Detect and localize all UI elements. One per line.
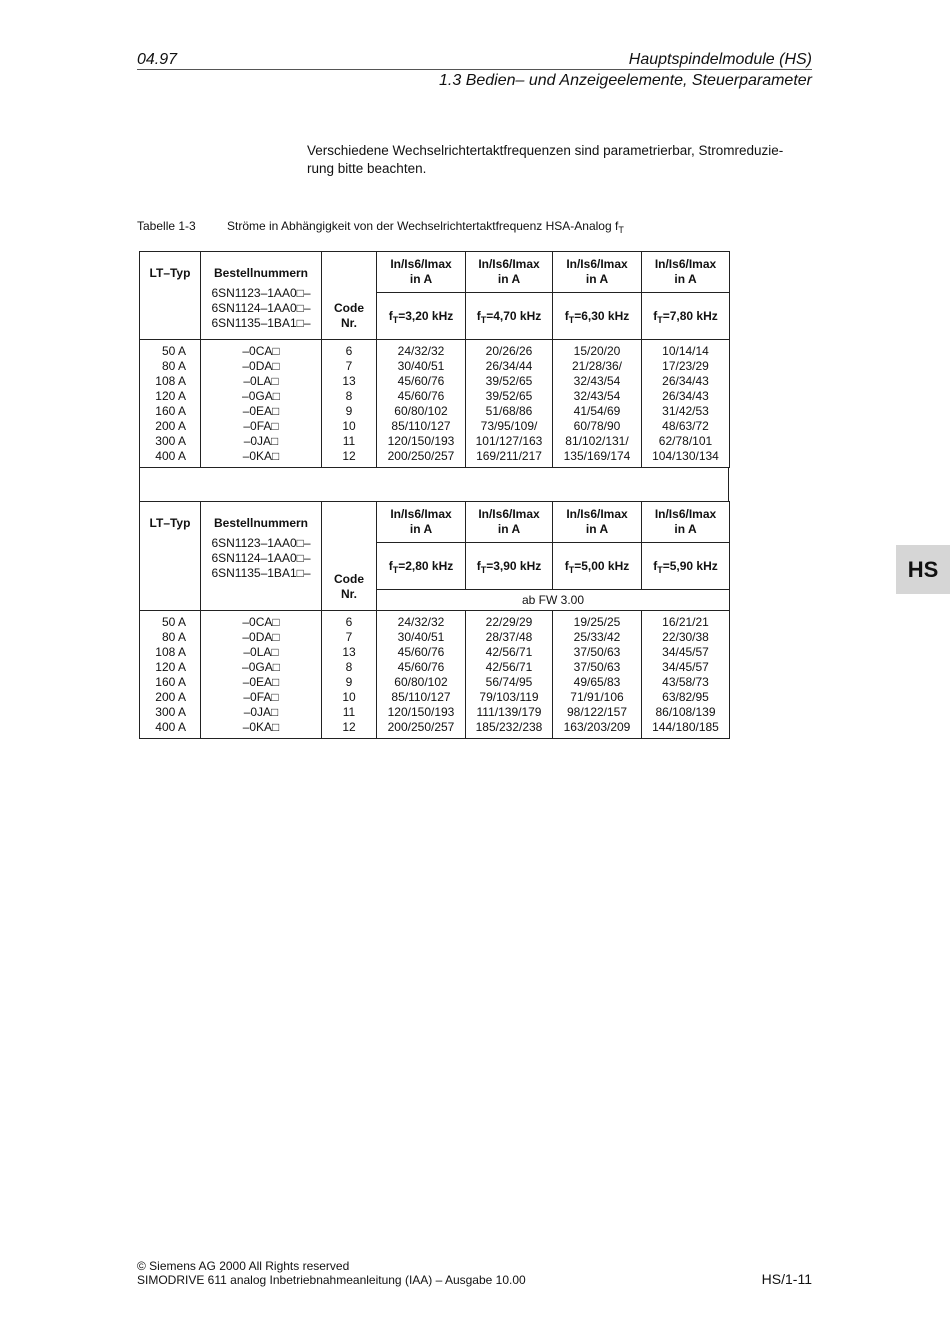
cell-value: 50 A	[161, 615, 186, 629]
cell-value: 48/63/72	[662, 419, 709, 433]
header-date: 04.97	[137, 51, 178, 68]
header-section-title: 1.3 Bedien– und Anzeigeelemente, Steuerparameter	[439, 72, 812, 89]
cell-value: 25/33/42	[573, 630, 621, 644]
cell-value: 10	[342, 690, 356, 704]
cell-value: 85/110/127	[391, 690, 451, 704]
frequency-header: $f_T=3,20$ kHz	[377, 293, 466, 340]
current-value-column	[642, 611, 730, 739]
cell-value: 24/32/32	[397, 615, 445, 629]
cell-value: –0FA□	[243, 690, 279, 704]
cell-value: 6	[345, 615, 353, 629]
cell-value: 22/29/29	[485, 615, 533, 629]
cell-value: –0DA□	[242, 630, 280, 644]
cell-value: 86/108/139	[655, 705, 716, 719]
current-table-1	[139, 251, 730, 468]
footer-left	[137, 1259, 526, 1287]
cell-value: 111/139/179	[476, 705, 542, 719]
cell-value: 169/211/217	[476, 449, 542, 463]
current-value-column	[553, 611, 642, 739]
cell-value: 26/34/43	[662, 374, 709, 388]
cell-value: 6SN1124–1AA0□–	[211, 301, 311, 315]
cell-value: 10/14/14	[662, 344, 709, 358]
cell-value: 12	[342, 449, 356, 463]
cell-value: –0GA□	[242, 660, 280, 674]
order-number-title: Bestellnummern	[213, 266, 309, 280]
cell-value: 120/150/193	[387, 434, 455, 448]
code-header-line-1: Code	[334, 301, 364, 315]
intro-paragraph	[307, 142, 812, 178]
cell-value: 30/40/51	[397, 359, 445, 373]
table-caption-subscript: T	[618, 225, 624, 235]
cell-value: 50 A	[161, 344, 186, 358]
current-header: In/Is6/Imax in A	[377, 502, 466, 543]
cell-value: 81/102/131/	[565, 434, 629, 448]
cell-value: 300 A	[155, 705, 186, 719]
cell-value: 85/110/127	[391, 419, 451, 433]
lt-typ-header: LT–Typ	[140, 252, 201, 340]
cell-value: 24/32/32	[397, 344, 445, 358]
cell-value: 8	[345, 389, 353, 403]
cell-value: 120 A	[155, 660, 186, 674]
cell-value: 11	[342, 434, 356, 448]
cell-value: 41/54/69	[573, 404, 621, 418]
cell-value: 8	[345, 660, 353, 674]
cell-value: 6SN1124–1AA0□–	[211, 551, 311, 565]
footer-page-number: HS/1-11	[761, 1271, 812, 1287]
cell-value: 60/80/102	[394, 404, 448, 418]
cell-value: 42/56/71	[485, 660, 533, 674]
current-header: In/Is6/Imax in A	[642, 502, 730, 543]
cell-value: 45/60/76	[397, 389, 445, 403]
section-tab-hs: HS	[896, 545, 950, 594]
lt-type-column	[140, 611, 201, 739]
cell-value: 108 A	[155, 374, 186, 388]
frequency-header: $f_T=6,30$ kHz	[553, 293, 642, 340]
code-header	[322, 252, 377, 340]
cell-value: 26/34/43	[662, 389, 709, 403]
order-number-title: Bestellnummern	[213, 516, 309, 530]
cell-value: 11	[342, 705, 356, 719]
order-number-header	[201, 252, 322, 340]
cell-value: 200/250/257	[387, 720, 455, 734]
cell-value: 22/30/38	[662, 630, 709, 644]
frequency-header: $f_T=7,80$ kHz	[642, 293, 730, 340]
cell-value: 400 A	[155, 720, 186, 734]
cell-value: 34/45/57	[662, 660, 709, 674]
cell-value: 160 A	[155, 404, 186, 418]
cell-value: 51/68/86	[485, 404, 533, 418]
cell-value: 28/37/48	[485, 630, 533, 644]
cell-value: 19/25/25	[573, 615, 621, 629]
order-number-header	[201, 502, 322, 611]
cell-value: –0FA□	[243, 419, 279, 433]
cell-value: 16/21/21	[662, 615, 709, 629]
header-rule	[137, 69, 812, 70]
cell-value: 34/45/57	[662, 645, 709, 659]
cell-value: 10	[342, 419, 356, 433]
table-caption-number: Tabelle 1-3	[137, 219, 196, 233]
cell-value: 15/20/20	[573, 344, 621, 358]
cell-value: 163/203/209	[563, 720, 631, 734]
cell-value: 62/78/101	[658, 434, 713, 448]
current-value-column	[377, 611, 466, 739]
cell-value: –0LA□	[243, 374, 279, 388]
frequency-header: $f_T=4,70$ kHz	[466, 293, 553, 340]
cell-value: 71/91/106	[570, 690, 624, 704]
cell-value: 108 A	[155, 645, 186, 659]
cell-value: 6SN1123–1AA0□–	[211, 536, 311, 550]
code-column	[322, 611, 377, 739]
cell-value: 73/95/109/	[480, 419, 538, 433]
table-caption-text: Ströme in Abhängigkeit von der Wechselrichtertaktfrequenz HSA-Analog f	[227, 219, 619, 233]
current-header: In/Is6/Imax in A	[377, 252, 466, 293]
cell-value: 60/80/102	[394, 675, 448, 689]
cell-value: 9	[345, 404, 353, 418]
table-spacer	[139, 468, 729, 501]
cell-value: 42/56/71	[485, 645, 533, 659]
cell-value: 13	[342, 645, 356, 659]
cell-value: 160 A	[155, 675, 186, 689]
intro-line-1: Verschiedene Wechselrichtertaktfrequenzen sind parametrierbar, Stromreduzie-	[307, 143, 784, 158]
cell-value: 9	[345, 675, 353, 689]
order-number-list	[201, 286, 321, 331]
cell-value: 144/180/185	[652, 720, 719, 734]
frequency-header: $f_T=3,90$ kHz	[466, 543, 553, 590]
cell-value: 185/232/238	[475, 720, 543, 734]
cell-value: 49/65/83	[573, 675, 621, 689]
header-chapter-title: Hauptspindelmodule (HS)	[628, 51, 812, 68]
cell-value: –0CA□	[242, 344, 280, 358]
cell-value: 32/43/54	[573, 389, 621, 403]
cell-value: 6SN1123–1AA0□–	[211, 286, 311, 300]
cell-value: 200 A	[155, 419, 186, 433]
cell-value: 120 A	[155, 389, 186, 403]
cell-value: 39/52/65	[485, 389, 533, 403]
cell-value: 104/130/134	[652, 449, 719, 463]
cell-value: 60/78/90	[573, 419, 621, 433]
cell-value: 56/74/95	[485, 675, 533, 689]
cell-value: 6SN1135–1BA1□–	[211, 316, 311, 330]
code-header-line-2: Nr.	[340, 316, 357, 330]
order-number-list	[201, 536, 321, 581]
table-caption	[137, 219, 624, 233]
current-header: In/Is6/Imax in A	[642, 252, 730, 293]
order-suffix-column	[201, 611, 322, 739]
lt-type-column	[140, 340, 201, 468]
current-header: In/Is6/Imax in A	[553, 252, 642, 293]
cell-value: 98/122/157	[566, 705, 628, 719]
cell-value: 101/127/163	[475, 434, 543, 448]
cell-value: –0EA□	[242, 675, 280, 689]
code-header-line-2: Nr.	[340, 587, 357, 601]
current-value-column	[642, 340, 730, 468]
cell-value: 80 A	[161, 630, 186, 644]
cell-value: –0EA□	[242, 404, 280, 418]
code-column	[322, 340, 377, 468]
current-header: In/Is6/Imax in A	[466, 252, 553, 293]
cell-value: 45/60/76	[397, 645, 445, 659]
cell-value: 6	[345, 344, 353, 358]
cell-value: 30/40/51	[397, 630, 445, 644]
order-suffix-column	[201, 340, 322, 468]
cell-value: –0DA□	[242, 359, 280, 373]
current-value-column	[553, 340, 642, 468]
cell-value: 37/50/63	[573, 660, 621, 674]
cell-value: –0CA□	[242, 615, 280, 629]
cell-value: 45/60/76	[397, 374, 445, 388]
cell-value: 135/169/174	[563, 449, 631, 463]
current-header: In/Is6/Imax in A	[466, 502, 553, 543]
frequency-header: $f_T=5,90$ kHz	[642, 543, 730, 590]
cell-value: 12	[342, 720, 356, 734]
cell-value: –0JA□	[243, 705, 279, 719]
cell-value: 300 A	[155, 434, 186, 448]
cell-value: 43/58/73	[662, 675, 709, 689]
cell-value: 200/250/257	[387, 449, 455, 463]
code-header-line-1: Code	[334, 572, 364, 586]
frequency-header: $f_T=2,80$ kHz	[377, 543, 466, 590]
cell-value: 120/150/193	[387, 705, 455, 719]
cell-value: 20/26/26	[485, 344, 533, 358]
firmware-note: ab FW 3.00	[377, 590, 730, 611]
cell-value: 31/42/53	[662, 404, 709, 418]
cell-value: 37/50/63	[573, 645, 621, 659]
cell-value: –0KA□	[242, 720, 280, 734]
cell-value: 63/82/95	[662, 690, 709, 704]
cell-value: –0JA□	[243, 434, 279, 448]
current-value-column	[466, 340, 553, 468]
cell-value: 400 A	[155, 449, 186, 463]
intro-line-2: rung bitte beachten.	[307, 161, 427, 176]
frequency-header: $f_T=5,00$ kHz	[553, 543, 642, 590]
cell-value: 79/103/119	[479, 690, 539, 704]
cell-value: 6SN1135–1BA1□–	[211, 566, 311, 580]
lt-typ-header: LT–Typ	[140, 502, 201, 611]
cell-value: 7	[345, 359, 353, 373]
cell-value: 21/28/36/	[571, 359, 623, 373]
cell-value: 26/34/44	[485, 359, 533, 373]
cell-value: –0KA□	[242, 449, 280, 463]
cell-value: 45/60/76	[397, 660, 445, 674]
footer-document-title: SIMODRIVE 611 analog Inbetriebnahmeanleitung (IAA) – Ausgabe 10.00	[137, 1273, 526, 1287]
footer-copyright: © Siemens AG 2000 All Rights reserved	[137, 1259, 350, 1273]
current-table-2	[139, 501, 730, 739]
cell-value: 7	[345, 630, 353, 644]
code-header	[322, 502, 377, 611]
cell-value: 13	[342, 374, 356, 388]
cell-value: 17/23/29	[662, 359, 709, 373]
cell-value: 200 A	[155, 690, 186, 704]
cell-value: –0LA□	[243, 645, 279, 659]
current-value-column	[377, 340, 466, 468]
current-value-column	[466, 611, 553, 739]
current-header: In/Is6/Imax in A	[553, 502, 642, 543]
cell-value: 39/52/65	[485, 374, 533, 388]
cell-value: 80 A	[161, 359, 186, 373]
cell-value: –0GA□	[242, 389, 280, 403]
cell-value: 32/43/54	[573, 374, 621, 388]
